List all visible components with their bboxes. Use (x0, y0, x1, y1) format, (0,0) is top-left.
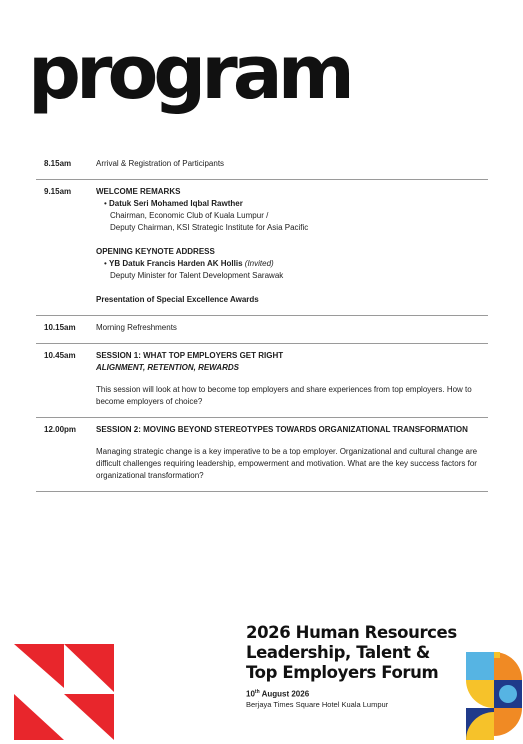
session-heading: SESSION 2: MOVING BEYOND STEREOTYPES TOWARDS ORGANIZATIONAL TRANSFORMATION (96, 425, 468, 434)
speaker-role: Chairman, Economic Club of Kuala Lumpur / (110, 211, 269, 220)
session-heading: SESSION 1: WHAT TOP EMPLOYERS GET RIGHT (96, 351, 284, 360)
red-triangle (14, 694, 64, 740)
event-title-line: Leadership, Talent & (246, 643, 430, 662)
event-info (246, 623, 457, 709)
agenda-content (96, 350, 488, 408)
agenda (36, 152, 488, 492)
pattern-block (466, 652, 494, 680)
speaker-keynote: • YB Datuk Francis Harden AK Hollis (Invited) (104, 259, 274, 268)
invited-note: (Invited) (244, 259, 274, 268)
geometric-pattern-graphic (466, 652, 523, 740)
session-description: This session will look at how to become top employers and share experiences from top employers. How to become employers of choice? (96, 385, 472, 406)
pattern-block (494, 652, 500, 658)
pattern-quarter (466, 680, 494, 708)
pattern-circle (499, 685, 517, 703)
event-venue: Berjaya Times Square Hotel Kuala Lumpur (246, 699, 389, 709)
red-triangle (14, 644, 64, 688)
agenda-content (96, 186, 488, 306)
agenda-content (96, 424, 488, 482)
agenda-item-welcome (36, 180, 488, 316)
pattern-quarter (494, 708, 522, 736)
agenda-item-refreshments (36, 316, 488, 344)
speaker-name: Datuk Seri Mohamed Iqbal Rawther (109, 199, 243, 208)
date-day: 10 (246, 689, 255, 699)
session-subheading: ALIGNMENT, RETENTION, REWARDS (96, 363, 239, 372)
keynote-heading: OPENING KEYNOTE ADDRESS (96, 247, 215, 256)
agenda-text: Morning Refreshments (96, 323, 177, 332)
red-triangles-graphic (14, 644, 114, 744)
speaker-role: Deputy Chairman, KSI Strategic Institute for Asia Pacific (110, 223, 309, 232)
speaker-role: Deputy Minister for Talent Development Sarawak (110, 271, 284, 280)
date-rest: August 2026 (259, 689, 310, 699)
agenda-time: 8.15am (44, 159, 72, 168)
agenda-time: 12.00pm (44, 425, 77, 434)
agenda-time: 10.15am (44, 323, 76, 332)
red-triangle (64, 644, 114, 692)
event-date (246, 689, 457, 699)
agenda-item-session-1 (36, 344, 488, 418)
session-description: Managing strategic change is a key imperative to be a top employer. Organizational and cultural change are difficult challenges requiring leadership, empowerment and motivation. What are the key success factors for organizational transformation? (96, 447, 478, 480)
event-title-line: 2026 Human Resources (246, 623, 457, 642)
agenda-text: Arrival & Registration of Participants (96, 159, 225, 168)
awards-heading: Presentation of Special Excellence Awards (96, 295, 259, 304)
agenda-item-session-2 (36, 418, 488, 492)
event-title-line: Top Employers Forum (246, 663, 439, 682)
agenda-time: 10.45am (44, 351, 76, 360)
page-title: program (28, 30, 350, 116)
agenda-time: 9.15am (44, 187, 72, 196)
welcome-heading: WELCOME REMARKS (96, 187, 181, 196)
date-suffix: th (254, 689, 260, 695)
speaker-name: YB Datuk Francis Harden AK Hollis (109, 259, 243, 268)
agenda-item-arrival (36, 152, 488, 180)
speaker-welcome: • Datuk Seri Mohamed Iqbal Rawther (104, 199, 243, 208)
red-triangle (64, 694, 114, 740)
